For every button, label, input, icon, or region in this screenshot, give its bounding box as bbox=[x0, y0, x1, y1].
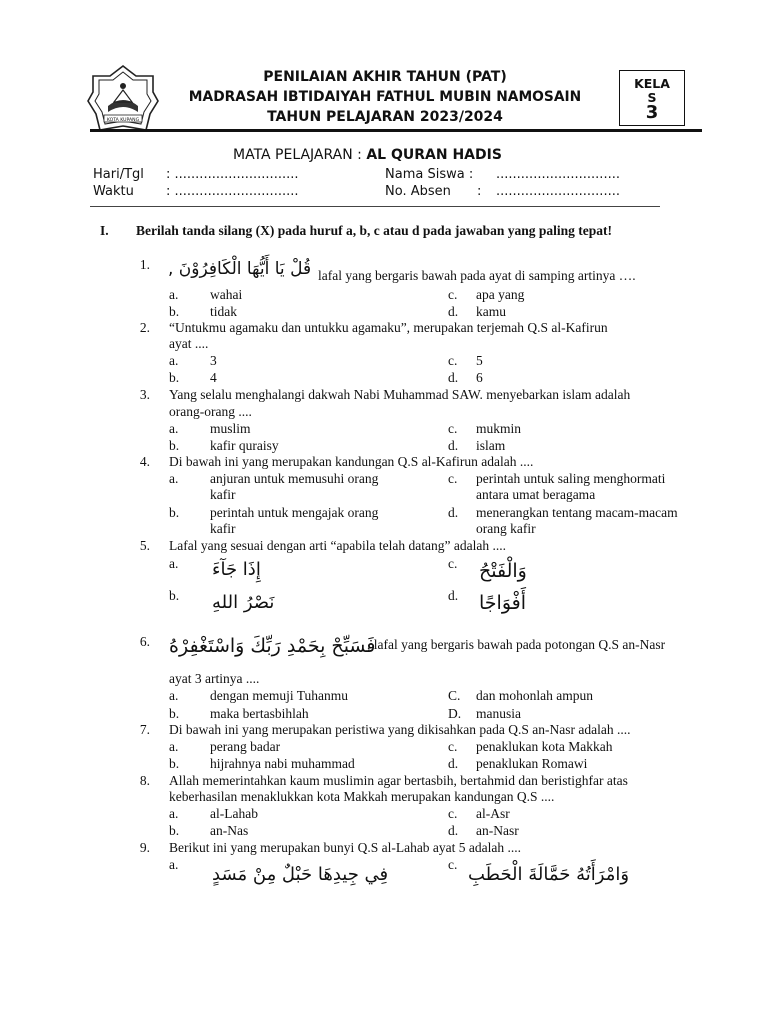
question-number: 8. bbox=[139, 773, 150, 788]
option-letter: a. bbox=[169, 688, 179, 703]
option-letter: c. bbox=[448, 739, 458, 754]
section-instruction: Berilah tanda silang (X) pada huruf a, b, c atau d pada jawaban yang paling tepat! bbox=[136, 223, 612, 238]
question-number: 6. bbox=[139, 634, 150, 649]
option-text[interactable]: wahai bbox=[210, 287, 243, 302]
option-letter: c. bbox=[448, 857, 458, 872]
option-text[interactable]: kafir quraisy bbox=[210, 438, 279, 453]
option-letter: d. bbox=[448, 304, 459, 319]
option-letter: b. bbox=[169, 438, 180, 453]
option-text[interactable]: dengan memuji Tuhanmu bbox=[210, 688, 348, 703]
waktu-label: Waktu bbox=[93, 184, 134, 199]
option-text[interactable]: فِي جِيدِهَا حَبْلٌ مِنْ مَسَدٍ bbox=[212, 864, 389, 885]
option-text[interactable]: perintah untuk saling menghormati bbox=[476, 471, 666, 486]
subject-value: AL QURAN HADIS bbox=[366, 147, 502, 163]
option-text-cont: antara umat beragama bbox=[476, 487, 596, 502]
option-text[interactable]: mukmin bbox=[476, 421, 522, 436]
option-letter: d. bbox=[448, 756, 459, 771]
option-text-cont: kafir bbox=[210, 487, 236, 502]
option-text[interactable]: نَصْرُ اللهِ bbox=[212, 592, 275, 613]
hari-label: Hari/Tgl bbox=[93, 167, 144, 182]
option-text[interactable]: perang badar bbox=[210, 739, 281, 754]
q4-text: Di bawah ini yang merupakan kandungan Q.S al-Kafirun adalah .... bbox=[169, 454, 534, 469]
option-letter: d. bbox=[448, 505, 459, 520]
option-text[interactable]: muslim bbox=[210, 421, 251, 436]
option-text[interactable]: 4 bbox=[210, 370, 217, 385]
option-text[interactable]: وَالْفَتْحُ bbox=[479, 560, 527, 582]
option-letter: a. bbox=[169, 353, 179, 368]
option-text[interactable]: وَامْرَأَتُهُ حَمَّالَةَ الْحَطَبِ bbox=[468, 864, 630, 885]
class-label: KELA bbox=[634, 76, 670, 91]
option-letter: a. bbox=[169, 287, 179, 302]
option-letter: d. bbox=[448, 438, 459, 453]
hari-field[interactable]: : .............................. bbox=[166, 167, 299, 182]
svg-text:KOTA KUPANG: KOTA KUPANG bbox=[106, 118, 140, 123]
q1-text: lafal yang bergaris bawah pada ayat di samping artinya …. bbox=[318, 268, 636, 283]
option-letter: a. bbox=[169, 471, 179, 486]
option-text[interactable]: islam bbox=[476, 438, 506, 453]
q9-text: Berikut ini yang merupakan bunyi Q.S al-Lahab ayat 5 adalah .... bbox=[169, 840, 522, 855]
option-letter: c. bbox=[448, 471, 458, 486]
option-text[interactable]: an-Nasr bbox=[476, 823, 519, 838]
madrasah-logo bbox=[86, 64, 160, 134]
option-text[interactable]: أَفْوَاجًا bbox=[479, 592, 526, 614]
option-text[interactable]: 3 bbox=[210, 353, 217, 368]
q6-arabic: فَسَبِّحْ بِحَمْدِ رَبِّكَ وَاسْتَغْفِرْهُ bbox=[169, 635, 376, 657]
option-text[interactable]: penaklukan Romawi bbox=[476, 756, 588, 771]
question-number: 9. bbox=[139, 840, 150, 855]
option-text[interactable]: al-Asr bbox=[476, 806, 510, 821]
q1-arabic: قُلْ يَا أَيُّهَا الْكَافِرُوْنَ , bbox=[168, 259, 312, 279]
option-letter: b. bbox=[169, 370, 180, 385]
option-letter: c. bbox=[448, 556, 458, 571]
option-letter: c. bbox=[448, 353, 458, 368]
class-box bbox=[619, 70, 685, 126]
school-name: MADRASAH IBTIDAIYAH FATHUL MUBIN NAMOSAIN bbox=[188, 89, 582, 105]
nama-field[interactable]: .............................. bbox=[496, 167, 620, 182]
question-number: 5. bbox=[139, 538, 150, 553]
option-text[interactable]: tidak bbox=[210, 304, 237, 319]
option-text[interactable]: an-Nas bbox=[210, 823, 249, 838]
option-letter: b. bbox=[169, 706, 180, 721]
option-letter: b. bbox=[169, 823, 180, 838]
option-letter: c. bbox=[448, 421, 458, 436]
q2-text: “Untukmu agamaku dan untukku agamaku”, merupakan terjemah Q.S al-Kafirun bbox=[169, 320, 608, 335]
option-text[interactable]: menerangkan tentang macam-macam bbox=[476, 505, 678, 520]
absen-field[interactable]: .............................. bbox=[496, 184, 620, 199]
option-text[interactable]: dan mohonlah ampun bbox=[476, 688, 593, 703]
option-letter: a. bbox=[169, 806, 179, 821]
q8-text: Allah memerintahkan kaum muslimin agar bertasbih, bertahmid dan beristighfar atas bbox=[169, 773, 628, 788]
q8-text-cont: keberhasilan menaklukkan kota Makkah merupakan kandungan Q.S .... bbox=[169, 789, 555, 804]
question-number: 4. bbox=[139, 454, 150, 469]
option-text-cont: orang kafir bbox=[476, 521, 536, 536]
class-value: 3 bbox=[645, 102, 659, 123]
option-text[interactable]: hijrahnya nabi muhammad bbox=[210, 756, 355, 771]
option-text[interactable]: kamu bbox=[476, 304, 506, 319]
q5-text: Lafal yang sesuai dengan arti “apabila telah datang” adalah .... bbox=[169, 538, 506, 553]
q2-text-cont: ayat .... bbox=[169, 336, 209, 351]
question-number: 1. bbox=[139, 257, 150, 272]
subject-line bbox=[233, 147, 502, 164]
option-letter: b. bbox=[169, 756, 180, 771]
option-text[interactable]: 6 bbox=[476, 370, 483, 385]
option-text[interactable]: perintah untuk mengajak orang bbox=[210, 505, 379, 520]
option-letter: b. bbox=[169, 304, 180, 319]
option-letter: D. bbox=[448, 706, 462, 721]
option-text[interactable]: anjuran untuk memusuhi orang bbox=[210, 471, 379, 486]
exam-title: PENILAIAN AKHIR TAHUN (PAT) bbox=[263, 69, 507, 85]
option-letter: c. bbox=[448, 806, 458, 821]
option-letter: d. bbox=[448, 823, 459, 838]
info-rule bbox=[90, 206, 660, 207]
q6-text-cont: ayat 3 artinya .... bbox=[169, 671, 260, 686]
waktu-field[interactable]: : .............................. bbox=[166, 184, 299, 199]
question-number: 2. bbox=[139, 320, 150, 335]
option-text[interactable]: apa yang bbox=[476, 287, 525, 302]
option-text-cont: kafir bbox=[210, 521, 236, 536]
option-letter: d. bbox=[448, 370, 459, 385]
question-number: 7. bbox=[139, 722, 150, 737]
absen-sep: : bbox=[477, 184, 482, 199]
option-letter: d. bbox=[448, 588, 459, 603]
school-year: TAHUN PELAJARAN 2023/2024 bbox=[267, 109, 503, 125]
question-number: 3. bbox=[139, 387, 150, 402]
q3-text-cont: orang-orang .... bbox=[169, 404, 252, 419]
option-letter: c. bbox=[448, 287, 458, 302]
class-label-cont: S bbox=[647, 90, 657, 105]
option-letter: a. bbox=[169, 556, 179, 571]
header-rule bbox=[90, 129, 702, 132]
nama-label: Nama Siswa : bbox=[385, 167, 474, 182]
option-text[interactable]: penaklukan kota Makkah bbox=[476, 739, 613, 754]
q6-text: , lafal yang bergaris bawah pada potongan Q.S an-Nasr bbox=[367, 637, 666, 652]
option-letter: a. bbox=[169, 739, 179, 754]
q7-text: Di bawah ini yang merupakan peristiwa yang dikisahkan pada Q.S an-Nasr adalah .... bbox=[169, 722, 631, 737]
subject-label: MATA PELAJARAN : bbox=[233, 147, 367, 163]
option-letter: b. bbox=[169, 588, 180, 603]
option-letter: a. bbox=[169, 421, 179, 436]
option-text[interactable]: manusia bbox=[476, 706, 521, 721]
option-text[interactable]: maka bertasbihlah bbox=[210, 706, 309, 721]
absen-label: No. Absen bbox=[385, 184, 451, 199]
option-letter: C. bbox=[448, 688, 461, 703]
option-text[interactable]: al-Lahab bbox=[210, 806, 258, 821]
option-letter: b. bbox=[169, 505, 180, 520]
q3-text: Yang selalu menghalangi dakwah Nabi Muhammad SAW. menyebarkan islam adalah bbox=[169, 387, 631, 402]
option-text[interactable]: إِذَا جَآءَ bbox=[212, 559, 261, 580]
option-letter: a. bbox=[169, 857, 179, 872]
option-text[interactable]: 5 bbox=[476, 353, 483, 368]
section-number: I. bbox=[100, 223, 109, 238]
